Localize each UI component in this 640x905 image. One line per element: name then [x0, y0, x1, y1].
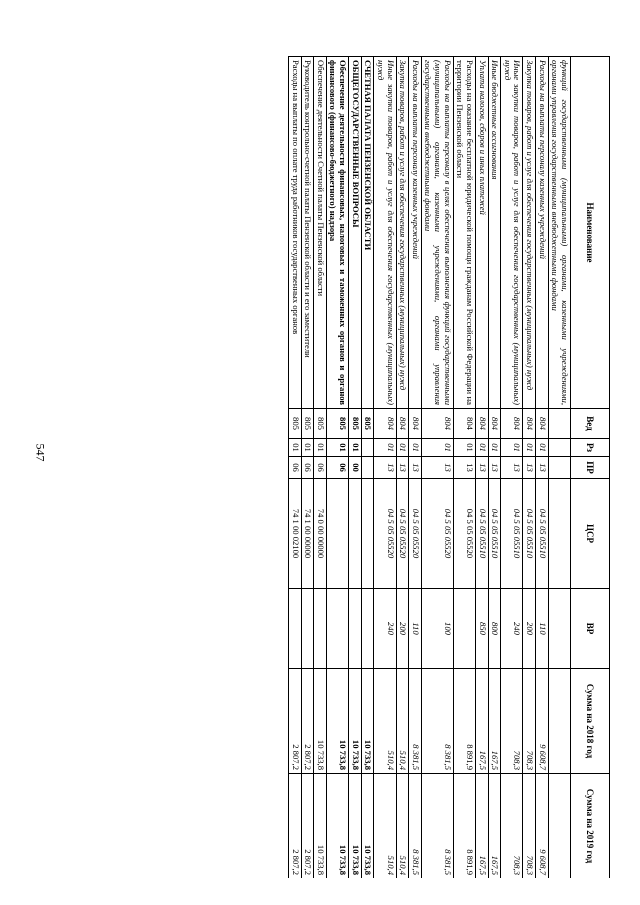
table-row	[326, 57, 348, 879]
header-sum-2019: Сумма на 2019 год	[571, 774, 610, 879]
cell-ved: 805	[361, 409, 374, 439]
cell-csr: 04 5 05 05520	[421, 479, 453, 589]
cell-pr: 13	[396, 457, 409, 479]
cell-sum-2019: 10 733,8	[314, 774, 327, 879]
table-row	[488, 57, 501, 879]
cell-csr: 04 5 05 05520	[374, 479, 396, 589]
cell-vr: 850	[476, 589, 489, 669]
cell-ved: 805	[326, 409, 348, 439]
table-row	[501, 57, 523, 879]
cell-name: Обеспечение деятельности Счетной палаты Пензенской области	[314, 57, 327, 409]
table-row	[314, 57, 327, 879]
cell-sum-2019: 9 608,7	[536, 774, 549, 879]
header-vr: ВР	[571, 589, 610, 669]
cell-pr: 06	[314, 457, 327, 479]
cell-sum-2018: 10 733,8	[326, 669, 348, 774]
table-row	[453, 57, 475, 879]
cell-vr: 800	[488, 589, 501, 669]
header-pr: ПР	[571, 457, 610, 479]
cell-vr: 240	[501, 589, 523, 669]
cell-rz: 01	[453, 439, 475, 457]
cell-sum-2019: 708,3	[501, 774, 523, 879]
cell-rz: 01	[421, 439, 453, 457]
cell-ved: 805	[301, 409, 314, 439]
page-number-text: 547	[33, 443, 48, 462]
page-number	[28, 0, 52, 905]
cell-rz: 01	[396, 439, 409, 457]
cell-ved: 804	[421, 409, 453, 439]
cell-sum-2019: 510,4	[396, 774, 409, 879]
table-row	[301, 57, 314, 879]
table-row	[361, 57, 374, 879]
cell-name: Обеспечение деятельности финансовых, налоговых и таможенных органов и органов финансового (финансово-бюджетного) надзора	[326, 57, 348, 409]
cell-ved: 804	[523, 409, 536, 439]
header-sum-2018: Сумма на 2018 год	[571, 669, 610, 774]
cell-sum-2018: 2 807,2	[301, 669, 314, 774]
budget-table	[288, 56, 610, 878]
cell-name: Расходы на выплаты по оплате труда работников государственных органов	[289, 57, 302, 409]
cell-sum-2019: 167,5	[476, 774, 489, 879]
table-row	[548, 57, 570, 879]
cell-sum-2019: 8 381,5	[421, 774, 453, 879]
cell-sum-2019: 708,3	[523, 774, 536, 879]
cell-pr: 13	[501, 457, 523, 479]
table-row	[536, 57, 549, 879]
cell-csr: 74 1 00 00000	[301, 479, 314, 589]
cell-name: Иные закупки товаров, работ и услуг для обеспечения государственных (муниципальных) нужд	[374, 57, 396, 409]
cell-rz: 01	[476, 439, 489, 457]
cell-sum-2019: 2 807,2	[289, 774, 302, 879]
cell-vr: 110	[409, 589, 422, 669]
cell-sum-2018: 10 733,8	[361, 669, 374, 774]
cell-pr: 13	[409, 457, 422, 479]
cell-name: СЧЕТНАЯ ПАЛАТА ПЕНЗЕНСКОЙ ОБЛАСТИ	[361, 57, 374, 409]
cell-rz	[361, 439, 374, 457]
cell-csr: 74 0 00 00000	[314, 479, 327, 589]
cell-rz: 01	[374, 439, 396, 457]
cell-csr: 04 5 05 05510	[501, 479, 523, 589]
cell-rz: 01	[501, 439, 523, 457]
cell-sum-2018: 10 733,8	[314, 669, 327, 774]
cell-csr: 04 5 05 05520	[396, 479, 409, 589]
cell-sum-2018: 708,3	[523, 669, 536, 774]
cell-sum-2018: 167,5	[476, 669, 489, 774]
cell-csr: 04 5 05 05510	[536, 479, 549, 589]
cell-vr: 110	[536, 589, 549, 669]
cell-name: Иные закупки товаров, работ и услуг для обеспечения государственных (муниципальных) нужд	[501, 57, 523, 409]
cell-rz: 01	[314, 439, 327, 457]
cell-name: Расходы на оказание бесплатной юридической помощи гражданам Российской Федерации на территории Пензенской области	[453, 57, 475, 409]
cell-pr: 06	[289, 457, 302, 479]
cell-pr: 13	[536, 457, 549, 479]
cell-csr	[326, 479, 348, 589]
cell-sum-2018: 8 891,9	[453, 669, 475, 774]
cell-sum-2018: 2 807,2	[289, 669, 302, 774]
cell-vr: 200	[396, 589, 409, 669]
cell-vr	[326, 589, 348, 669]
cell-name: Расходы на выплаты персоналу в целях обеспечения выполнения функций государственными (муниципальными) органами, казенными учреждениями, органами управления государственными внебюджетными фондами	[421, 57, 453, 409]
cell-rz: 01	[409, 439, 422, 457]
cell-vr	[453, 589, 475, 669]
cell-vr: 200	[523, 589, 536, 669]
cell-pr: 00	[349, 457, 362, 479]
cell-csr	[361, 479, 374, 589]
cell-csr: 04 5 05 05520	[453, 479, 475, 589]
cell-name: Закупка товаров, работ и услуг для обеспечения государственных (муниципальных) нужд	[396, 57, 409, 409]
cell-pr: 06	[326, 457, 348, 479]
cell-sum-2018: 167,5	[488, 669, 501, 774]
cell-ved: 805	[314, 409, 327, 439]
cell-sum-2019: 10 733,8	[349, 774, 362, 879]
cell-name: функций государственными (муниципальными) органами, казенными учреждениями, органами управления государственными внебюджетными фондами	[548, 57, 570, 409]
header-rz: Рз	[571, 439, 610, 457]
cell-name: ОБЩЕГОСУДАРСТВЕННЫЕ ВОПРОСЫ	[349, 57, 362, 409]
rotated-table-container	[88, 56, 610, 878]
table-row	[421, 57, 453, 879]
cell-ved: 804	[488, 409, 501, 439]
cell-sum-2018: 9 608,7	[536, 669, 549, 774]
cell-rz	[548, 439, 570, 457]
cell-pr: 13	[476, 457, 489, 479]
table-row	[409, 57, 422, 879]
cell-sum-2018: 8 381,5	[421, 669, 453, 774]
cell-rz: 01	[536, 439, 549, 457]
cell-name: Закупка товаров, работ и услуг для обеспечения государственных (муниципальных) нужд	[523, 57, 536, 409]
cell-sum-2019: 10 733,8	[326, 774, 348, 879]
cell-name: Уплата налогов, сборов и иных платежей	[476, 57, 489, 409]
cell-pr: 13	[374, 457, 396, 479]
cell-vr	[289, 589, 302, 669]
cell-vr: 240	[374, 589, 396, 669]
cell-pr: 06	[301, 457, 314, 479]
cell-csr	[548, 479, 570, 589]
cell-ved	[548, 409, 570, 439]
cell-pr	[361, 457, 374, 479]
header-csr: ЦСР	[571, 479, 610, 589]
cell-pr: 13	[488, 457, 501, 479]
cell-sum-2018	[548, 669, 570, 774]
table-body	[289, 57, 571, 879]
cell-vr	[548, 589, 570, 669]
cell-sum-2019	[548, 774, 570, 879]
cell-rz: 01	[349, 439, 362, 457]
cell-ved: 804	[476, 409, 489, 439]
cell-sum-2019: 8 381,5	[409, 774, 422, 879]
cell-ved: 805	[349, 409, 362, 439]
table-row	[396, 57, 409, 879]
cell-sum-2019: 2 807,2	[301, 774, 314, 879]
cell-sum-2019: 510,4	[374, 774, 396, 879]
cell-sum-2018: 8 381,5	[409, 669, 422, 774]
cell-rz: 01	[523, 439, 536, 457]
cell-sum-2019: 8 891,9	[453, 774, 475, 879]
cell-sum-2019: 10 733,8	[361, 774, 374, 879]
cell-rz: 01	[301, 439, 314, 457]
table-viewport	[88, 56, 610, 878]
cell-sum-2018: 510,4	[396, 669, 409, 774]
cell-sum-2018: 708,3	[501, 669, 523, 774]
cell-csr: 04 5 05 05520	[409, 479, 422, 589]
cell-name: Иные бюджетные ассигнования	[488, 57, 501, 409]
cell-name: Расходы на выплаты персоналу казенных учреждений	[409, 57, 422, 409]
cell-vr	[349, 589, 362, 669]
table-row	[374, 57, 396, 879]
cell-csr	[349, 479, 362, 589]
header-name: Наименование	[571, 57, 610, 409]
cell-pr	[548, 457, 570, 479]
table-row	[349, 57, 362, 879]
cell-rz: 01	[289, 439, 302, 457]
cell-sum-2019: 167,5	[488, 774, 501, 879]
cell-ved: 804	[396, 409, 409, 439]
cell-csr: 04 5 05 05510	[476, 479, 489, 589]
table-header-row	[571, 57, 610, 879]
cell-csr: 04 5 05 05510	[488, 479, 501, 589]
cell-pr: 13	[421, 457, 453, 479]
cell-pr: 13	[453, 457, 475, 479]
cell-pr: 13	[523, 457, 536, 479]
cell-name: Руководитель контрольно-счетной палаты Пензенской области и его заместители	[301, 57, 314, 409]
cell-vr	[301, 589, 314, 669]
cell-sum-2018: 510,4	[374, 669, 396, 774]
cell-rz: 01	[488, 439, 501, 457]
table-row	[476, 57, 489, 879]
cell-rz: 01	[326, 439, 348, 457]
cell-vr: 100	[421, 589, 453, 669]
cell-ved: 804	[409, 409, 422, 439]
cell-ved: 804	[374, 409, 396, 439]
table-row	[289, 57, 302, 879]
cell-sum-2018: 10 733,8	[349, 669, 362, 774]
table-row	[523, 57, 536, 879]
cell-csr: 04 5 05 05510	[523, 479, 536, 589]
cell-ved: 804	[453, 409, 475, 439]
cell-ved: 805	[289, 409, 302, 439]
cell-vr	[361, 589, 374, 669]
cell-ved: 804	[501, 409, 523, 439]
cell-vr	[314, 589, 327, 669]
cell-csr: 74 1 00 02100	[289, 479, 302, 589]
cell-ved: 804	[536, 409, 549, 439]
header-ved: Вед	[571, 409, 610, 439]
cell-name: Расходы на выплаты персоналу казенных учреждений	[536, 57, 549, 409]
